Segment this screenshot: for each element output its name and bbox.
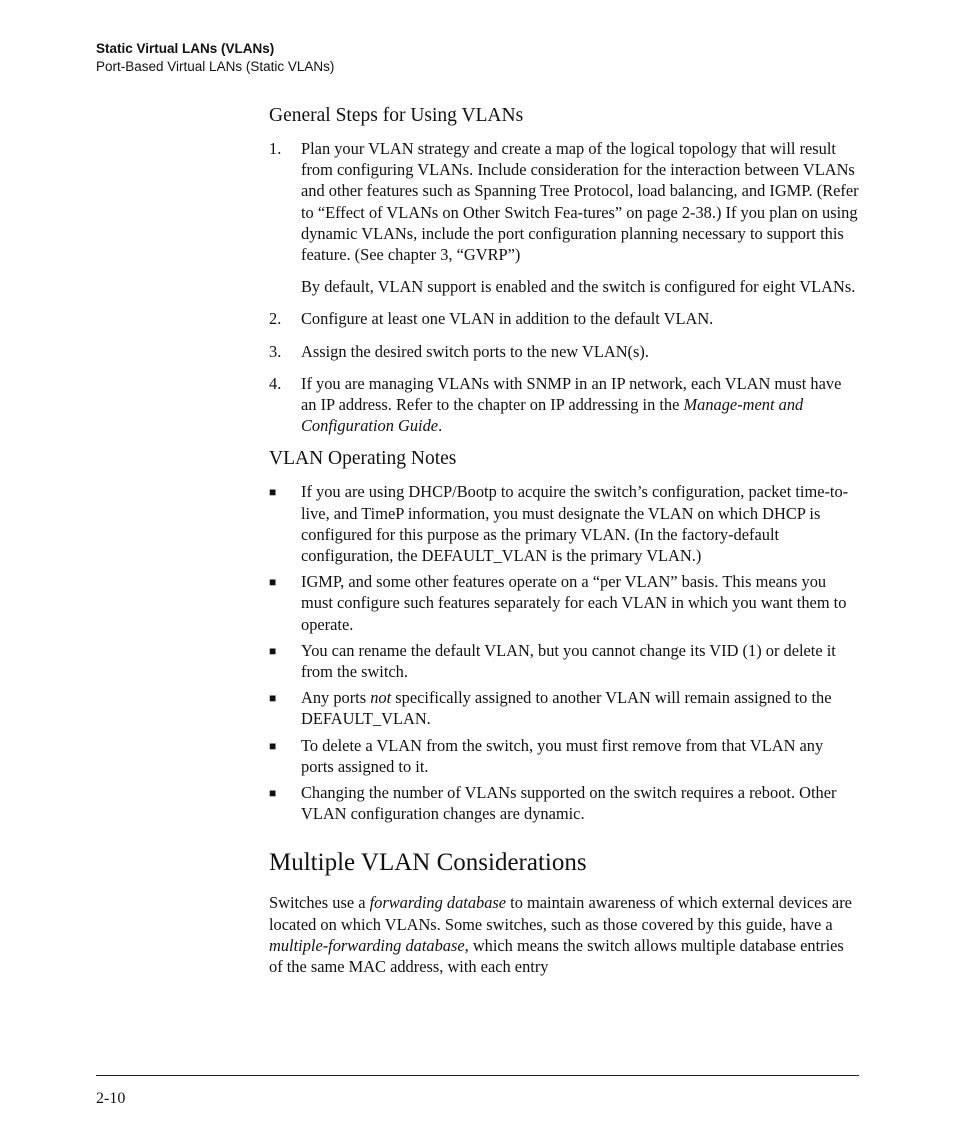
step-number: 3. [269, 341, 282, 361]
note-item [269, 571, 859, 635]
note-text [301, 687, 859, 729]
running-header-section: Port-Based Virtual LANs (Static VLANs) [96, 59, 335, 74]
bullet-icon: ■ [269, 738, 277, 753]
step-text: Plan your VLAN strategy and create a map of the logical topology that will result from configuring VLANs. Include consideration for the interaction between VLANs and other features such as Spanning Tree Protocol, load balancing, and IGMP. (Refer to “Effect of VLANs on Other Switch Fea-tures” on page 2-38.) If you plan on using dynamic VLANs, include the port configuration planning necessary to support this feature. (See chapter 3, “GVRP”) [301, 139, 859, 265]
step-item [269, 341, 859, 362]
footer-rule [96, 1075, 859, 1076]
bullet-icon: ■ [269, 786, 277, 801]
bullet-icon: ■ [269, 575, 277, 590]
emphasis-not: not [370, 688, 392, 708]
multiple-vlan-paragraph [269, 892, 859, 977]
para-text-part: , which means the switch allows multiple database entries of the same MAC address, with each entry [269, 935, 844, 977]
multiple-vlan-heading: Multiple VLAN Considerations [269, 849, 587, 877]
step-item [269, 308, 859, 329]
term-multiple-forwarding-database: multiple-forwarding database [269, 935, 465, 955]
step-number: 4. [269, 373, 282, 393]
note-item [269, 687, 859, 729]
guide-title: Manage-ment and Configuration Guide [301, 395, 804, 436]
para-text-part: to maintain awareness of which external devices are located on which VLANs. Some switches, such as those covered by this guide, have a [269, 893, 852, 934]
step-text: Assign the desired switch ports to the new VLAN(s). [301, 341, 649, 361]
operating-notes-heading: VLAN Operating Notes [269, 448, 457, 470]
step-note: By default, VLAN support is enabled and the switch is configured for eight VLANs. [301, 277, 856, 297]
page-content [269, 104, 859, 977]
step-text-part: . [438, 416, 443, 436]
step-number: 2. [269, 309, 282, 329]
operating-notes-list [269, 481, 859, 824]
note-item [269, 481, 859, 566]
note-text-part: specifically assigned to another VLAN will remain assigned to the DEFAULT_VLAN. [301, 688, 832, 729]
page-number: 2-10 [96, 1090, 126, 1107]
step-item [269, 373, 859, 437]
note-text: If you are using DHCP/Bootp to acquire the switch’s configuration, packet time-to-live, and TimeP information, you must designate the VLAN on which DHCP is configured for this purpose as the primary VLAN. (In the factory-default configuration, the DEFAULT_VLAN is the primary VLAN.) [301, 482, 849, 566]
step-text: Configure at least one VLAN in addition to the default VLAN. [301, 309, 714, 329]
running-header-chapter: Static Virtual LANs (VLANs) [96, 41, 275, 56]
step-text-part: If you are managing VLANs with SNMP in an IP network, each VLAN must have an IP address. Refer to the chapter on IP addressing in the [301, 373, 842, 415]
bullet-icon: ■ [269, 691, 277, 706]
para-text-part: Switches use a [269, 893, 370, 913]
note-text: IGMP, and some other features operate on a “per VLAN” basis. This means you must configure such features separately for each VLAN in which you want them to operate. [301, 572, 847, 634]
general-steps-heading: General Steps for Using VLANs [269, 105, 524, 126]
note-text-part: Any ports [301, 688, 371, 708]
step-text [301, 373, 859, 437]
bullet-icon: ■ [269, 485, 277, 500]
note-text: To delete a VLAN from the switch, you must first remove from that VLAN any ports assigned to it. [301, 735, 824, 776]
step-number: 1. [269, 139, 282, 158]
note-item [269, 735, 859, 777]
note-item [269, 640, 859, 682]
general-steps-list [269, 138, 859, 436]
term-forwarding-database: forwarding database [369, 893, 507, 913]
bullet-icon: ■ [269, 643, 277, 658]
note-text: Changing the number of VLANs supported on the switch requires a reboot. Other VLAN configuration changes are dynamic. [301, 783, 837, 824]
note-item [269, 782, 859, 824]
step-item [269, 138, 859, 297]
note-text: You can rename the default VLAN, but you cannot change its VID (1) or delete it from the switch. [301, 640, 836, 682]
